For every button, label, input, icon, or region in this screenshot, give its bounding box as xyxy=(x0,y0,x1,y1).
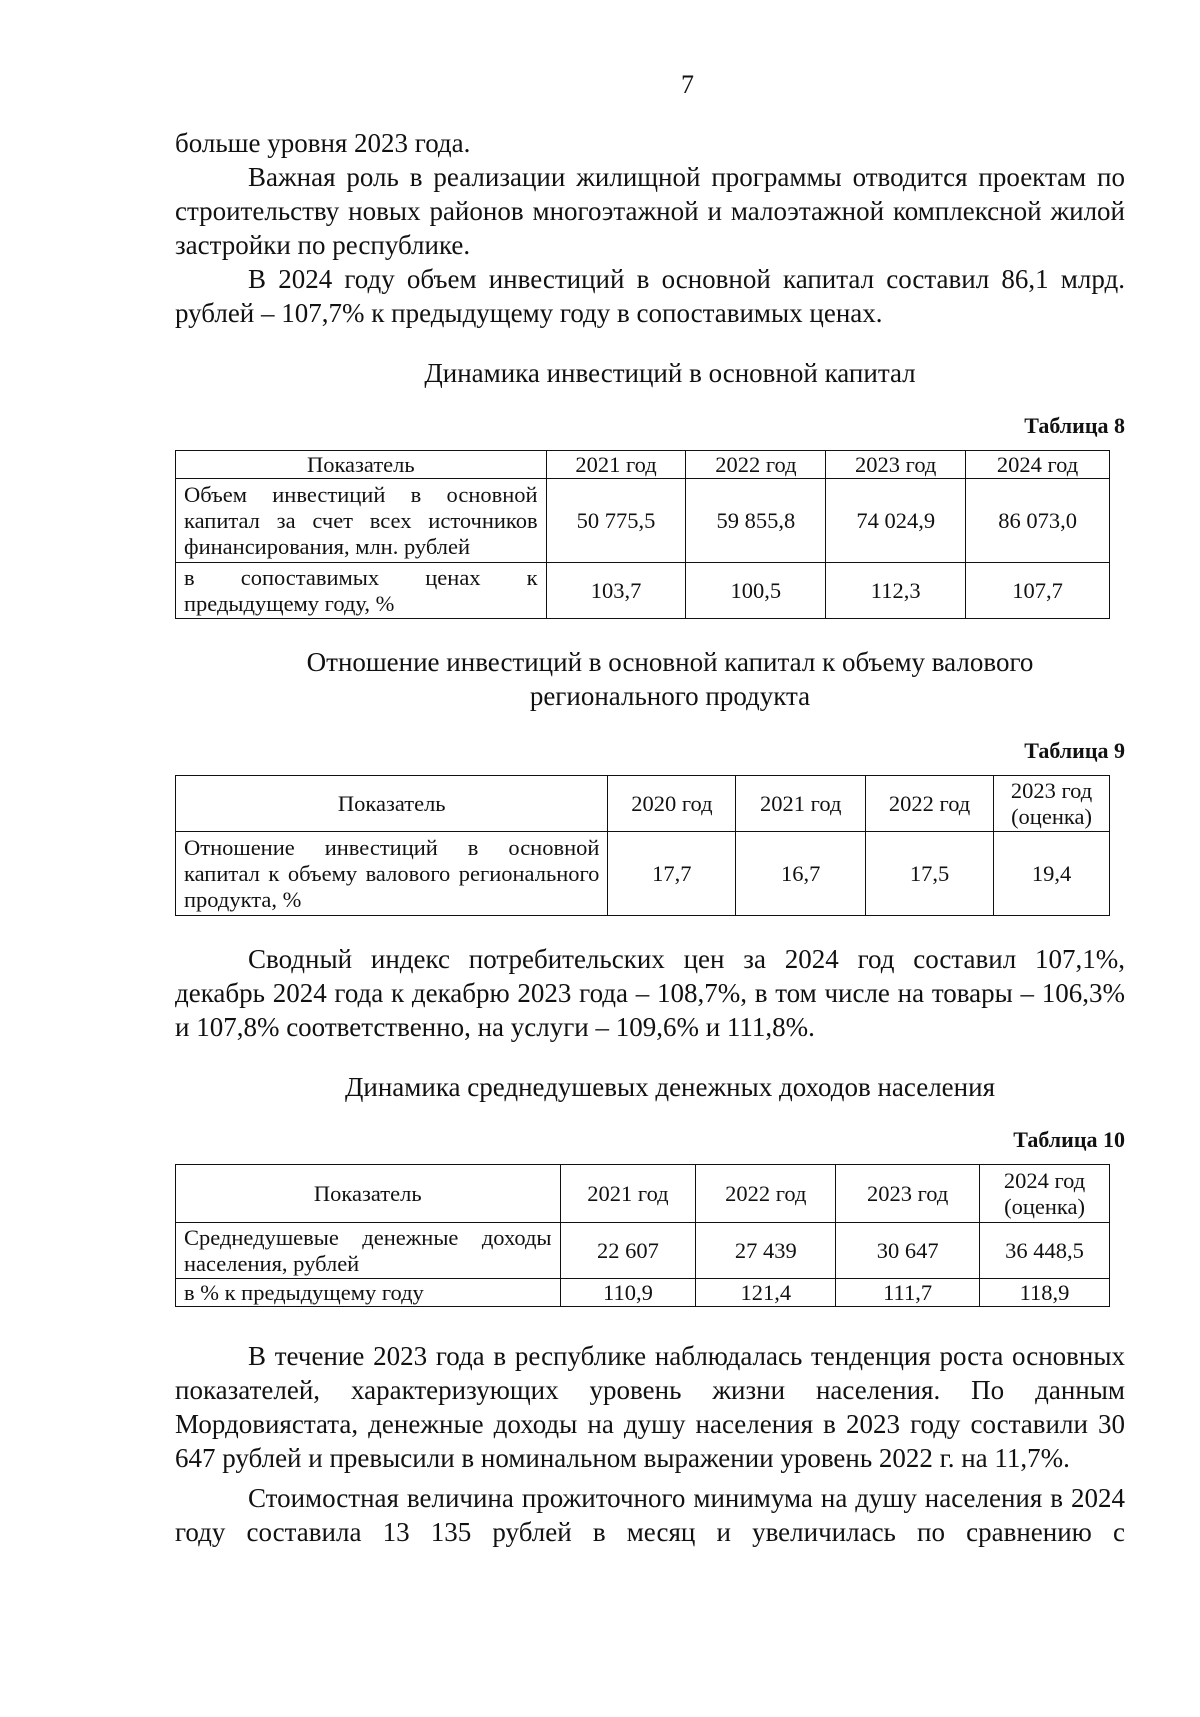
header-year: 2024 год xyxy=(1003,1167,1086,1193)
value-cell: 118,9 xyxy=(980,1279,1110,1307)
value-cell: 59 855,8 xyxy=(686,479,826,563)
value-cell: 17,7 xyxy=(608,832,736,916)
table-row xyxy=(176,832,1110,916)
header-cell: 2022 год xyxy=(686,451,826,479)
header-year: 2023 год xyxy=(1010,777,1093,803)
table-header-row xyxy=(176,776,1110,832)
value-cell: 112,3 xyxy=(826,563,966,619)
header-estimate-note: (оценка) xyxy=(1011,803,1092,829)
table-header-row xyxy=(176,1165,1110,1223)
value-cell: 22 607 xyxy=(560,1223,696,1279)
paragraph-subsistence-minimum: Стоимостная величина прожиточного минимума на душу населения в 2024 году составила 13 135 рублей в месяц и увеличилась по сравнению с xyxy=(175,1483,1125,1547)
header-cell: 2024 год xyxy=(966,451,1110,479)
value-cell: 19,4 xyxy=(994,832,1110,916)
row-label-cell: в сопоставимых ценах к предыдущему году, % xyxy=(176,563,547,619)
document-body xyxy=(175,126,1125,1549)
table9-heading-line2: регионального продукта xyxy=(529,681,811,711)
paragraph-investments: В 2024 году объем инвестиций в основной капитал составил 86,1 млрд. рублей – 107,7% к предыдущему году в сопоставимых ценах. xyxy=(175,264,1125,328)
table-header-row xyxy=(176,451,1110,479)
table10-label: Таблица 10 xyxy=(1013,1127,1125,1152)
paragraph-continuation: больше уровня 2023 года. xyxy=(175,128,471,158)
paragraph-living-standards: В течение 2023 года в республике наблюдалась тенденция роста основных показателей, характеризующих уровень жизни населения. По данным Мордовиястата, денежные доходы на душу населения в 2023 году составили 30 647 рублей и превысили в номинальном выражении уровень 2022 г. на 11,7%. xyxy=(175,1341,1125,1473)
value-cell: 30 647 xyxy=(836,1223,980,1279)
value-cell: 121,4 xyxy=(696,1279,836,1307)
header-cell: 2023 год xyxy=(826,451,966,479)
page-number: 7 xyxy=(681,70,694,99)
header-cell: Показатель xyxy=(176,776,608,832)
header-cell: 2021 год xyxy=(546,451,686,479)
header-cell: Показатель xyxy=(176,1165,561,1223)
value-cell: 74 024,9 xyxy=(826,479,966,563)
value-cell: 17,5 xyxy=(866,832,994,916)
paragraph-housing: Важная роль в реализации жилищной программы отводится проектам по строительству новых районов многоэтажной и малоэтажной комплексной жилой застройки по республике. xyxy=(175,162,1125,260)
table8-label: Таблица 8 xyxy=(1024,413,1125,438)
table-row xyxy=(176,1223,1110,1279)
header-cell: 2022 год xyxy=(866,776,994,832)
table9 xyxy=(175,775,1110,916)
row-label-cell: Среднедушевые денежные доходы населения, рублей xyxy=(176,1223,561,1279)
header-cell: 2021 год xyxy=(560,1165,696,1223)
header-estimate-note: (оценка) xyxy=(1004,1193,1085,1219)
table8 xyxy=(175,450,1110,619)
header-cell: Показатель xyxy=(176,451,547,479)
header-cell: 2023 год xyxy=(836,1165,980,1223)
table10 xyxy=(175,1164,1110,1307)
table9-heading-line1: Отношение инвестиций в основной капитал к объему валового xyxy=(306,647,1034,677)
table10-heading: Динамика среднедушевых денежных доходов населения xyxy=(344,1072,995,1102)
table9-label: Таблица 9 xyxy=(1024,738,1125,763)
table9-heading xyxy=(215,645,1125,713)
header-cell xyxy=(994,776,1110,832)
header-cell: 2021 год xyxy=(736,776,866,832)
value-cell: 36 448,5 xyxy=(980,1223,1110,1279)
value-cell: 27 439 xyxy=(696,1223,836,1279)
row-label-cell: в % к предыдущему году xyxy=(176,1279,561,1307)
row-label-cell: Отношение инвестиций в основной капитал к объему валового регионального продукта, % xyxy=(176,832,608,916)
paragraph-cpi: Сводный индекс потребительских цен за 2024 год составил 107,1%, декабрь 2024 года к декабрю 2023 года – 108,7%, в том числе на товары – 106,3% и 107,8% соответственно, на услуги – 109,6% и 111,8%. xyxy=(175,944,1125,1042)
value-cell: 110,9 xyxy=(560,1279,696,1307)
value-cell: 16,7 xyxy=(736,832,866,916)
table-row xyxy=(176,479,1110,563)
value-cell: 86 073,0 xyxy=(966,479,1110,563)
value-cell: 50 775,5 xyxy=(546,479,686,563)
row-label-cell: Объем инвестиций в основной капитал за счет всех источников финансирования, млн. рублей xyxy=(176,479,547,563)
header-cell: 2020 год xyxy=(608,776,736,832)
header-cell: 2022 год xyxy=(696,1165,836,1223)
value-cell: 100,5 xyxy=(686,563,826,619)
value-cell: 107,7 xyxy=(966,563,1110,619)
table8-heading: Динамика инвестиций в основной капитал xyxy=(424,358,916,388)
table-row xyxy=(176,1279,1110,1307)
table-row xyxy=(176,563,1110,619)
value-cell: 111,7 xyxy=(836,1279,980,1307)
header-cell xyxy=(980,1165,1110,1223)
value-cell: 103,7 xyxy=(546,563,686,619)
